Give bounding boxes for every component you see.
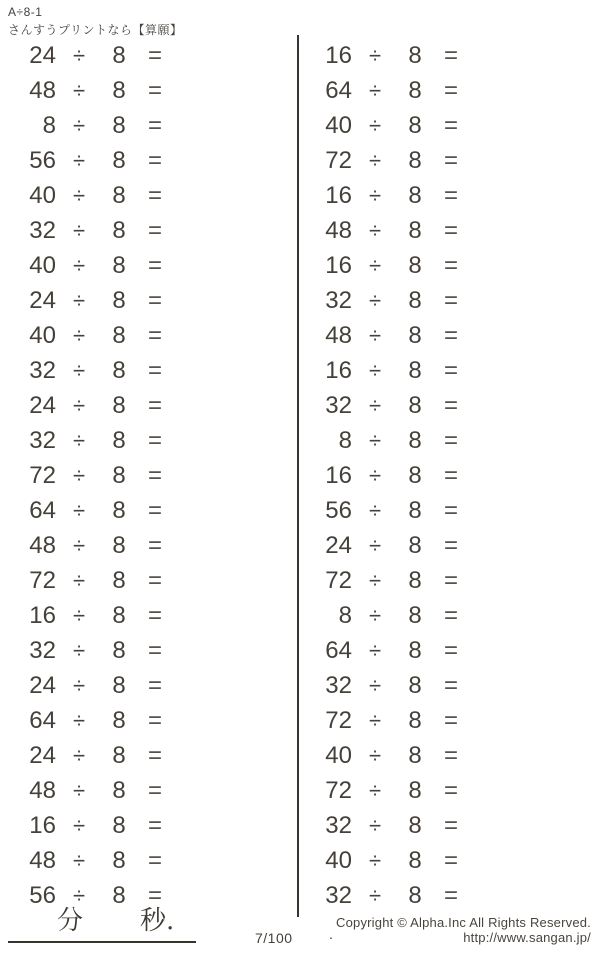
divide-operator: ÷ — [368, 882, 382, 908]
divisor-value: 8 — [408, 356, 422, 384]
dividend-value: 64 — [29, 706, 56, 734]
problem-row — [0, 808, 200, 843]
divide-operator: ÷ — [72, 252, 86, 278]
divide-operator: ÷ — [72, 567, 86, 593]
divisor-value: 8 — [112, 216, 126, 244]
divisor-value: 8 — [408, 881, 422, 909]
problem-row — [296, 563, 496, 598]
dividend-value: 64 — [29, 496, 56, 524]
equals-sign: = — [147, 636, 162, 664]
divide-operator: ÷ — [72, 532, 86, 558]
divide-operator: ÷ — [72, 427, 86, 453]
problem-row — [0, 178, 200, 213]
dividend-value: 64 — [325, 636, 352, 664]
equals-sign: = — [443, 496, 458, 524]
dividend-value: 32 — [29, 356, 56, 384]
equals-sign: = — [443, 881, 458, 909]
divide-operator: ÷ — [72, 147, 86, 173]
problem-row — [0, 773, 200, 808]
divide-operator: ÷ — [368, 567, 382, 593]
divisor-value: 8 — [112, 461, 126, 489]
divisor-value: 8 — [408, 531, 422, 559]
problem-row — [296, 318, 496, 353]
problem-row — [296, 143, 496, 178]
equals-sign: = — [443, 76, 458, 104]
dividend-value: 8 — [42, 111, 56, 139]
dividend-value: 32 — [29, 426, 56, 454]
divisor-value: 8 — [408, 601, 422, 629]
divide-operator: ÷ — [368, 637, 382, 663]
dividend-value: 32 — [325, 391, 352, 419]
dividend-value: 48 — [29, 76, 56, 104]
divide-operator: ÷ — [368, 427, 382, 453]
equals-sign: = — [147, 181, 162, 209]
problem-row — [0, 108, 200, 143]
problem-row — [296, 283, 496, 318]
divide-operator: ÷ — [368, 322, 382, 348]
dividend-value: 16 — [325, 181, 352, 209]
equals-sign: = — [147, 321, 162, 349]
dividend-value: 24 — [325, 531, 352, 559]
divisor-value: 8 — [112, 426, 126, 454]
dividend-value: 56 — [29, 146, 56, 174]
dividend-value: 40 — [325, 111, 352, 139]
problems-left-column — [0, 38, 200, 913]
dividend-value: 64 — [325, 76, 352, 104]
problem-row — [0, 73, 200, 108]
equals-sign: = — [443, 741, 458, 769]
equals-sign: = — [443, 181, 458, 209]
problem-row — [296, 493, 496, 528]
equals-sign: = — [443, 811, 458, 839]
dividend-value: 32 — [325, 671, 352, 699]
dividend-value: 24 — [29, 741, 56, 769]
problem-row — [0, 493, 200, 528]
equals-sign: = — [147, 356, 162, 384]
problem-row — [296, 353, 496, 388]
problem-row — [296, 773, 496, 808]
equals-sign: = — [443, 391, 458, 419]
divisor-value: 8 — [112, 286, 126, 314]
divisor-value: 8 — [112, 181, 126, 209]
divide-operator: ÷ — [368, 532, 382, 558]
dividend-value: 40 — [29, 181, 56, 209]
divide-operator: ÷ — [368, 602, 382, 628]
divide-operator: ÷ — [368, 77, 382, 103]
problem-row — [0, 38, 200, 73]
divide-operator: ÷ — [368, 357, 382, 383]
divide-operator: ÷ — [368, 42, 382, 68]
divide-operator: ÷ — [72, 42, 86, 68]
divisor-value: 8 — [112, 41, 126, 69]
divisor-value: 8 — [112, 811, 126, 839]
dividend-value: 32 — [29, 216, 56, 244]
divisor-value: 8 — [408, 741, 422, 769]
problem-row — [296, 633, 496, 668]
divisor-value: 8 — [112, 846, 126, 874]
equals-sign: = — [147, 216, 162, 244]
dividend-value: 40 — [29, 251, 56, 279]
problem-row — [0, 248, 200, 283]
dividend-value: 40 — [29, 321, 56, 349]
equals-sign: = — [147, 566, 162, 594]
equals-sign: = — [443, 601, 458, 629]
equals-sign: = — [147, 461, 162, 489]
dividend-value: 16 — [29, 811, 56, 839]
divisor-value: 8 — [408, 251, 422, 279]
problem-row — [296, 73, 496, 108]
equals-sign: = — [443, 566, 458, 594]
equals-sign: = — [443, 111, 458, 139]
dividend-value: 24 — [29, 391, 56, 419]
dividend-value: 8 — [338, 426, 352, 454]
problem-row — [296, 38, 496, 73]
divide-operator: ÷ — [368, 147, 382, 173]
divisor-value: 8 — [408, 321, 422, 349]
divisor-value: 8 — [408, 426, 422, 454]
divisor-value: 8 — [408, 181, 422, 209]
dividend-value: 16 — [325, 251, 352, 279]
dividend-value: 32 — [29, 636, 56, 664]
dividend-value: 16 — [325, 461, 352, 489]
problem-row — [0, 353, 200, 388]
problem-row — [296, 423, 496, 458]
problem-row — [0, 738, 200, 773]
equals-sign: = — [147, 706, 162, 734]
problem-row — [0, 213, 200, 248]
equals-sign: = — [147, 426, 162, 454]
divisor-value: 8 — [408, 41, 422, 69]
dividend-value: 40 — [325, 846, 352, 874]
problem-row — [0, 423, 200, 458]
divisor-value: 8 — [408, 776, 422, 804]
divide-operator: ÷ — [72, 112, 86, 138]
dividend-value: 24 — [29, 671, 56, 699]
divide-operator: ÷ — [72, 812, 86, 838]
divisor-value: 8 — [112, 636, 126, 664]
problem-row — [0, 598, 200, 633]
dividend-value: 72 — [325, 146, 352, 174]
divisor-value: 8 — [408, 286, 422, 314]
dividend-value: 56 — [29, 881, 56, 909]
dividend-value: 32 — [325, 881, 352, 909]
equals-sign: = — [443, 356, 458, 384]
divisor-value: 8 — [112, 671, 126, 699]
equals-sign: = — [443, 671, 458, 699]
problem-row — [296, 108, 496, 143]
problem-row — [0, 703, 200, 738]
divisor-value: 8 — [408, 846, 422, 874]
divisor-value: 8 — [112, 146, 126, 174]
problem-row — [0, 843, 200, 878]
seconds-label: 秒. — [140, 906, 175, 936]
problem-row — [296, 213, 496, 248]
divide-operator: ÷ — [368, 672, 382, 698]
problem-row — [296, 668, 496, 703]
problem-row — [296, 178, 496, 213]
divide-operator: ÷ — [368, 777, 382, 803]
dividend-value: 72 — [325, 706, 352, 734]
divide-operator: ÷ — [368, 497, 382, 523]
divisor-value: 8 — [112, 321, 126, 349]
equals-sign: = — [147, 41, 162, 69]
divisor-value: 8 — [112, 111, 126, 139]
divide-operator: ÷ — [72, 77, 86, 103]
dividend-value: 48 — [29, 531, 56, 559]
divide-operator: ÷ — [72, 182, 86, 208]
divisor-value: 8 — [112, 251, 126, 279]
divide-operator: ÷ — [368, 462, 382, 488]
divisor-value: 8 — [408, 811, 422, 839]
divide-operator: ÷ — [72, 672, 86, 698]
equals-sign: = — [443, 461, 458, 489]
problem-row — [296, 843, 496, 878]
divisor-value: 8 — [112, 601, 126, 629]
equals-sign: = — [443, 251, 458, 279]
divisor-value: 8 — [408, 391, 422, 419]
equals-sign: = — [147, 811, 162, 839]
problem-row — [296, 248, 496, 283]
dividend-value: 40 — [325, 741, 352, 769]
equals-sign: = — [147, 741, 162, 769]
problem-row — [0, 388, 200, 423]
problem-row — [0, 633, 200, 668]
dividend-value: 8 — [338, 601, 352, 629]
dividend-value: 32 — [325, 286, 352, 314]
divisor-value: 8 — [408, 566, 422, 594]
divide-operator: ÷ — [72, 637, 86, 663]
equals-sign: = — [443, 41, 458, 69]
problem-row — [296, 598, 496, 633]
equals-sign: = — [443, 426, 458, 454]
equals-sign: = — [147, 146, 162, 174]
time-answer-underline — [8, 941, 196, 943]
divide-operator: ÷ — [72, 357, 86, 383]
divisor-value: 8 — [408, 636, 422, 664]
equals-sign: = — [443, 776, 458, 804]
dividend-value: 48 — [325, 321, 352, 349]
divide-operator: ÷ — [72, 392, 86, 418]
divisor-value: 8 — [112, 776, 126, 804]
equals-sign: = — [147, 76, 162, 104]
problem-row — [296, 388, 496, 423]
dividend-value: 72 — [29, 461, 56, 489]
equals-sign: = — [147, 601, 162, 629]
equals-sign: = — [443, 216, 458, 244]
problem-row — [0, 528, 200, 563]
divide-operator: ÷ — [72, 742, 86, 768]
dividend-value: 16 — [325, 356, 352, 384]
divide-operator: ÷ — [368, 847, 382, 873]
divisor-value: 8 — [408, 111, 422, 139]
site-url: http://www.sangan.jp/ — [463, 930, 591, 945]
divide-operator: ÷ — [72, 462, 86, 488]
divide-operator: ÷ — [368, 252, 382, 278]
divisor-value: 8 — [112, 706, 126, 734]
problem-row — [296, 738, 496, 773]
dividend-value: 72 — [325, 566, 352, 594]
divisor-value: 8 — [408, 216, 422, 244]
divide-operator: ÷ — [72, 497, 86, 523]
dividend-value: 56 — [325, 496, 352, 524]
dividend-value: 48 — [29, 846, 56, 874]
problems-right-column — [296, 38, 496, 913]
equals-sign: = — [147, 846, 162, 874]
divide-operator: ÷ — [368, 812, 382, 838]
divide-operator: ÷ — [368, 287, 382, 313]
dividend-value: 72 — [325, 776, 352, 804]
equals-sign: = — [443, 531, 458, 559]
equals-sign: = — [443, 321, 458, 349]
problem-row — [0, 458, 200, 493]
equals-sign: = — [443, 706, 458, 734]
copyright-text: Copyright © Alpha.Inc All Rights Reserved. — [336, 915, 591, 930]
equals-sign: = — [443, 286, 458, 314]
minutes-label: 分 — [57, 906, 84, 936]
divisor-value: 8 — [112, 356, 126, 384]
divide-operator: ÷ — [368, 217, 382, 243]
divide-operator: ÷ — [72, 777, 86, 803]
dividend-value: 24 — [29, 286, 56, 314]
equals-sign: = — [147, 531, 162, 559]
divisor-value: 8 — [112, 881, 126, 909]
equals-sign: = — [147, 671, 162, 699]
divide-operator: ÷ — [368, 112, 382, 138]
divisor-value: 8 — [112, 566, 126, 594]
problem-row — [296, 528, 496, 563]
divisor-value: 8 — [112, 496, 126, 524]
divide-operator: ÷ — [72, 602, 86, 628]
problem-row — [0, 318, 200, 353]
divisor-value: 8 — [408, 76, 422, 104]
divide-operator: ÷ — [72, 322, 86, 348]
divisor-value: 8 — [408, 496, 422, 524]
problem-row — [0, 668, 200, 703]
equals-sign: = — [147, 391, 162, 419]
equals-sign: = — [443, 146, 458, 174]
problem-row — [296, 703, 496, 738]
divide-operator: ÷ — [368, 742, 382, 768]
divisor-value: 8 — [408, 706, 422, 734]
divide-operator: ÷ — [368, 707, 382, 733]
problem-row — [0, 283, 200, 318]
divisor-value: 8 — [408, 461, 422, 489]
page-number: 7/100 — [255, 930, 293, 946]
equals-sign: = — [147, 881, 162, 909]
divisor-value: 8 — [408, 146, 422, 174]
copyright-block — [336, 915, 591, 945]
problem-row — [0, 563, 200, 598]
problem-row — [296, 808, 496, 843]
equals-sign: = — [147, 286, 162, 314]
equals-sign: = — [443, 846, 458, 874]
dividend-value: 16 — [29, 601, 56, 629]
divide-operator: ÷ — [72, 217, 86, 243]
problem-row — [0, 143, 200, 178]
dividend-value: 48 — [325, 216, 352, 244]
dividend-value: 16 — [325, 41, 352, 69]
divisor-value: 8 — [112, 741, 126, 769]
divisor-value: 8 — [408, 671, 422, 699]
divisor-value: 8 — [112, 391, 126, 419]
dividend-value: 48 — [29, 776, 56, 804]
dividend-value: 24 — [29, 41, 56, 69]
divide-operator: ÷ — [72, 882, 86, 908]
divisor-value: 8 — [112, 531, 126, 559]
divisor-value: 8 — [112, 76, 126, 104]
equals-sign: = — [147, 776, 162, 804]
problem-row — [296, 878, 496, 913]
dividend-value: 32 — [325, 811, 352, 839]
worksheet-code: A÷8-1 — [8, 5, 43, 19]
equals-sign: = — [443, 636, 458, 664]
equals-sign: = — [147, 251, 162, 279]
problem-row — [296, 458, 496, 493]
worksheet-subtitle: さんすうプリントなら【算願】 — [8, 23, 183, 37]
divide-operator: ÷ — [368, 392, 382, 418]
stray-dot: . — [329, 926, 333, 942]
divide-operator: ÷ — [72, 707, 86, 733]
divide-operator: ÷ — [368, 182, 382, 208]
equals-sign: = — [147, 496, 162, 524]
divide-operator: ÷ — [72, 287, 86, 313]
dividend-value: 72 — [29, 566, 56, 594]
divide-operator: ÷ — [72, 847, 86, 873]
equals-sign: = — [147, 111, 162, 139]
